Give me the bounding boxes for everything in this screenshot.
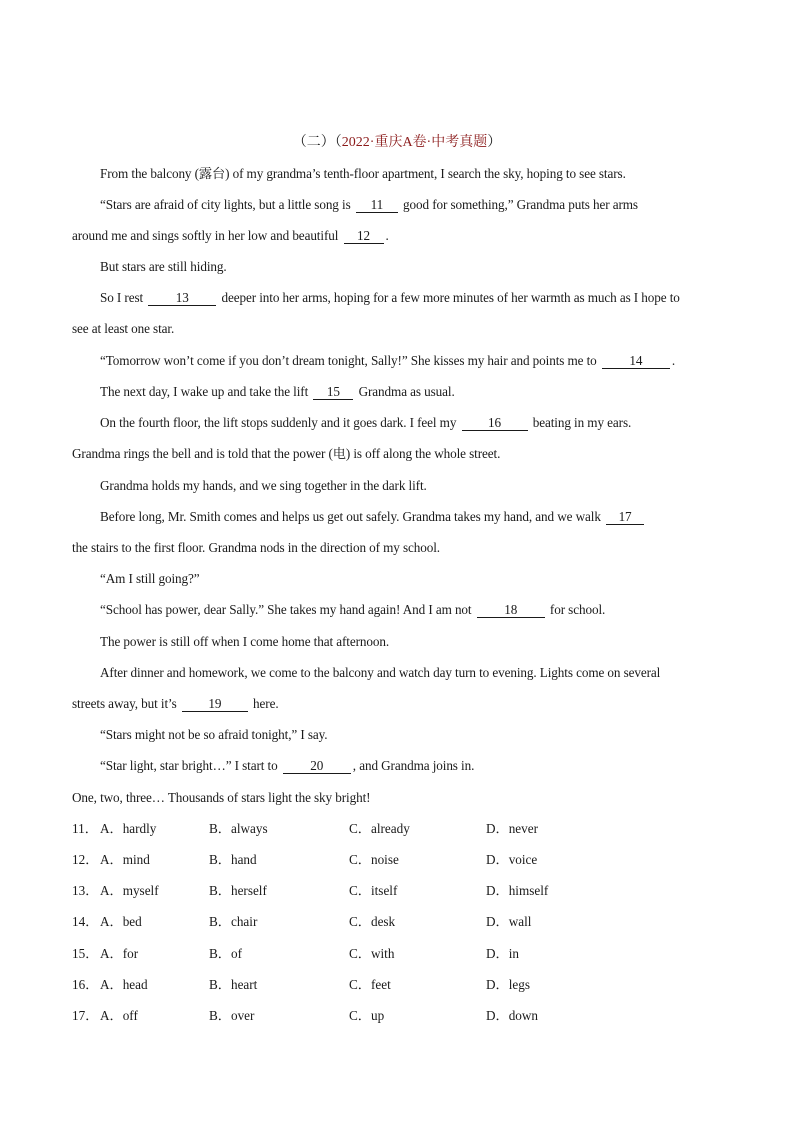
option-b: B．hand (209, 852, 257, 867)
paragraph-text: good for something,” Grandma puts her arms (403, 197, 638, 212)
option-a: A．for (100, 946, 139, 961)
option-c: C．with (349, 946, 395, 961)
paragraph-text: “Stars might not be so afraid tonight,” I say. (100, 727, 328, 742)
question-options (72, 976, 712, 994)
passage-line (100, 196, 638, 214)
paragraph-text: “Stars are afraid of city lights, but a little song is (100, 197, 351, 212)
question-number: 17． (72, 1008, 99, 1023)
paragraph-text: But stars are still hiding. (100, 259, 227, 274)
paragraph-text: here. (253, 696, 279, 711)
option-b: B．over (209, 1008, 255, 1023)
option-b: B．of (209, 946, 242, 961)
blank-15: 15 (313, 384, 353, 400)
paragraph-text: see at least one star. (72, 321, 175, 336)
option-d: D．never (486, 821, 538, 836)
blank-17: 17 (606, 509, 644, 525)
blank-18: 18 (477, 602, 545, 618)
paragraph-text: deeper into her arms, hoping for a few more minutes of her warmth as much as I hope to (221, 290, 680, 305)
option-a: A．off (100, 1008, 138, 1023)
passage-line (100, 664, 660, 682)
paragraph-text: One, two, three… Thousands of stars light the sky bright! (72, 790, 371, 805)
passage-line (100, 383, 455, 401)
option-d: D．voice (486, 852, 538, 867)
blank-20: 20 (283, 758, 351, 774)
option-d: D．down (486, 1008, 539, 1023)
option-d: D．in (486, 946, 519, 961)
passage-line (100, 570, 200, 588)
option-a: A．mind (100, 852, 150, 867)
question-number: 14． (72, 914, 99, 929)
blank-11: 11 (356, 197, 398, 213)
passage-line (100, 508, 646, 526)
paragraph-text: The next day, I wake up and take the lift (100, 384, 309, 399)
heading-prefix: （二）（ (292, 135, 342, 150)
paragraph-text: for school. (549, 602, 606, 617)
blank-13: 13 (148, 290, 216, 306)
passage-line (100, 289, 680, 307)
question-options (72, 945, 712, 963)
paragraph-text: On the fourth floor, the lift stops suddenly and it goes dark. I feel my (100, 415, 457, 430)
passage-line (72, 227, 389, 245)
paragraph-text: “Tomorrow won’t come if you don’t dream tonight, Sally!” She kisses my hair and points me to (100, 353, 597, 368)
paragraph-text: The power is still off when I come home that afternoon. (100, 634, 390, 649)
paragraph-text: . (671, 353, 676, 368)
paragraph-text: So I rest (100, 290, 144, 305)
paragraph-text: Grandma as usual. (358, 384, 455, 399)
blank-16: 16 (462, 415, 528, 431)
option-a: A．hardly (100, 821, 157, 836)
question-number: 15． (72, 946, 99, 961)
blank-14: 14 (602, 353, 670, 369)
blank-12: 12 (344, 228, 384, 244)
passage-line (72, 445, 500, 463)
passage-line (100, 352, 675, 370)
passage-line (100, 258, 227, 276)
option-b: B．chair (209, 914, 258, 929)
option-b: B．heart (209, 977, 258, 992)
option-c: C．feet (349, 977, 391, 992)
passage-line (72, 539, 440, 557)
paragraph-text: Before long, Mr. Smith comes and helps us get out safely. Grandma takes my hand, and we walk (100, 509, 601, 524)
option-c: C．itself (349, 883, 398, 898)
option-d: D．legs (486, 977, 530, 992)
option-c: C．up (349, 1008, 385, 1023)
passage-line (100, 601, 605, 619)
paragraph-text: Grandma holds my hands, and we sing together in the dark lift. (100, 478, 427, 493)
option-c: C．noise (349, 852, 399, 867)
passage-line (72, 320, 174, 338)
passage-line (100, 726, 327, 744)
passage-line (100, 633, 389, 651)
paragraph-text: “School has power, dear Sally.” She takes my hand again! And I am not (100, 602, 472, 617)
paragraph-text: After dinner and homework, we come to the balcony and watch day turn to evening. Lights come on several (100, 665, 661, 680)
question-options (72, 882, 712, 900)
passage-line (72, 789, 370, 807)
passage-line (100, 165, 626, 183)
question-number: 13． (72, 883, 99, 898)
paragraph-text: beating in my ears. (532, 415, 632, 430)
option-a: A．bed (100, 914, 142, 929)
passage-line (100, 477, 427, 495)
paragraph-text: the stairs to the first floor. Grandma nods in the direction of my school. (72, 540, 441, 555)
question-options (72, 820, 712, 838)
option-b: B．always (209, 821, 268, 836)
paragraph-text: . (385, 228, 389, 243)
question-options (72, 851, 712, 869)
blank-19: 19 (182, 696, 248, 712)
passage-line (100, 414, 631, 432)
heading-suffix: ） (487, 135, 502, 150)
question-number: 12． (72, 852, 99, 867)
heading-source: 2022·重庆A卷·中考真题 (341, 135, 488, 150)
question-options (72, 913, 712, 931)
section-heading (0, 131, 794, 151)
paragraph-text: Grandma rings the bell and is told that the power (电) is off along the whole street. (72, 446, 501, 461)
option-d: D．wall (486, 914, 532, 929)
paragraph-text: “Am I still going?” (100, 571, 200, 586)
question-options (72, 1007, 712, 1025)
option-a: A．head (100, 977, 148, 992)
passage-line (72, 695, 279, 713)
question-number: 11． (72, 821, 98, 836)
question-number: 16． (72, 977, 99, 992)
paragraph-text: “Star light, star bright…” I start to (100, 758, 278, 773)
passage-line (100, 757, 474, 775)
paragraph-text: , and Grandma joins in. (352, 758, 475, 773)
option-a: A．myself (100, 883, 159, 898)
option-c: C．desk (349, 914, 396, 929)
paragraph-text: From the balcony (露台) of my grandma’s tenth-floor apartment, I search the sky, hoping to see stars. (100, 166, 626, 181)
option-c: C．already (349, 821, 410, 836)
paragraph-text: around me and sings softly in her low and beautiful (72, 228, 339, 243)
option-b: B．herself (209, 883, 267, 898)
paragraph-text: streets away, but it’s (72, 696, 177, 711)
option-d: D．himself (486, 883, 549, 898)
